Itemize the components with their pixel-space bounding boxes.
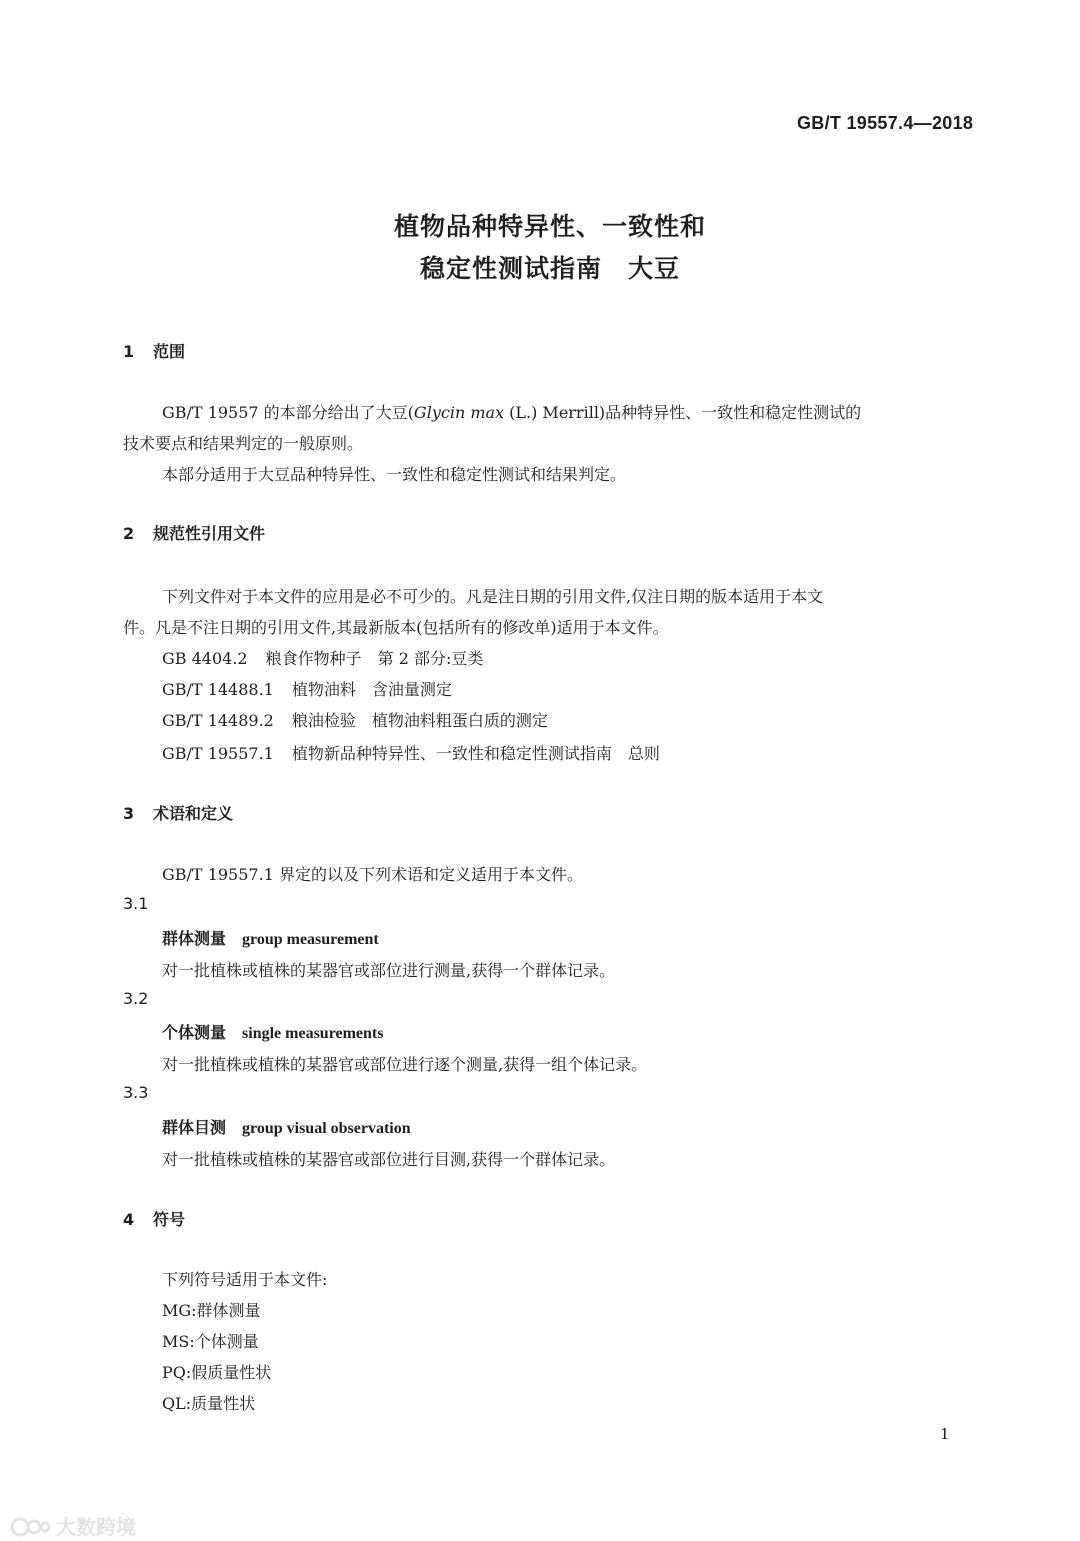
term-definition: 对一批植株或植株的某器官或部位进行测量,获得一个群体记录。 [162,961,616,980]
section-2-intro-cont: 件。凡是不注日期的引用文件,其最新版本(包括所有的修改单)适用于本文件。 [123,618,669,637]
symbol-item: QL:质量性状 [162,1394,256,1413]
term-definition: 对一批植株或植株的某器官或部位进行目测,获得一个群体记录。 [162,1150,616,1169]
term-heading [162,1115,411,1138]
term-zh: 个体测量 [162,1023,227,1042]
term-zh: 群体测量 [162,929,227,948]
section-number: 3 [123,804,135,823]
reference-item [162,741,660,764]
term-heading [162,1020,383,1043]
section-1-paragraph-1-cont: 技术要点和结果判定的一般原则。 [123,434,364,453]
section-number: 2 [123,524,135,543]
reference-item [162,708,548,731]
document-title-line2: 稳定性测试指南 大豆 [419,254,680,283]
symbol-item: MG:群体测量 [162,1301,261,1320]
term-en: group measurement [242,931,379,948]
reference-title: 粮食作物种子 第 2 部分:豆类 [265,649,484,668]
term-zh: 群体目测 [162,1118,227,1137]
reference-title: 植物新品种特异性、一致性和稳定性测试指南 总则 [291,744,660,763]
latin-name: Glycin max [413,403,505,422]
section-title: 符号 [153,1210,186,1229]
section-2-heading [123,521,265,544]
reference-item [162,677,452,700]
watermark-text: 大数跨境 [56,1515,136,1539]
section-1-paragraph-2: 本部分适用于大豆品种特异性、一致性和稳定性测试和结果判定。 [162,465,627,484]
term-definition: 对一批植株或植株的某器官或部位进行逐个测量,获得一组个体记录。 [162,1055,648,1074]
section-title: 规范性引用文件 [153,524,266,543]
reference-code: GB 4404.2 [162,649,248,668]
term-heading [162,926,379,949]
section-4-intro: 下列符号适用于本文件: [162,1270,328,1289]
term-number: 3.2 [123,989,149,1008]
section-1-paragraph-1 [162,400,861,423]
section-number: 4 [123,1210,135,1229]
section-3-intro: GB/T 19557.1 界定的以及下列术语和定义适用于本文件。 [162,865,583,884]
standard-number: GB/T 19557.4—2018 [797,113,974,133]
document-title-line1: 植物品种特异性、一致性和 [393,212,706,241]
reference-item [162,646,483,669]
section-1-heading [123,339,185,362]
section-2-intro: 下列文件对于本文件的应用是必不可少的。凡是注日期的引用文件,仅注日期的版本适用于本文 [162,587,824,606]
reference-code: GB/T 14488.1 [162,680,274,699]
term-number: 3.3 [123,1083,149,1102]
section-3-heading [123,801,233,824]
section-4-heading [123,1207,185,1230]
section-title: 范围 [153,342,186,361]
page-number: 1 [940,1425,950,1443]
text: (L.) Merrill)品种特异性、一致性和稳定性测试的 [504,403,862,422]
term-en: single measurements [242,1025,384,1042]
reference-code: GB/T 14489.2 [162,711,274,730]
symbol-item: MS:个体测量 [162,1332,259,1351]
watermark [8,1511,136,1540]
symbol-item: PQ:假质量性状 [162,1363,272,1382]
weibo-logo-icon [8,1514,52,1538]
section-title: 术语和定义 [153,804,234,823]
term-number: 3.1 [123,894,149,913]
reference-title: 粮油检验 植物油料粗蛋白质的测定 [291,711,548,730]
reference-title: 植物油料 含油量测定 [291,680,452,699]
term-en: group visual observation [242,1120,411,1137]
reference-code: GB/T 19557.1 [162,744,274,763]
text: GB/T 19557 的本部分给出了大豆( [162,403,414,422]
section-number: 1 [123,342,135,361]
